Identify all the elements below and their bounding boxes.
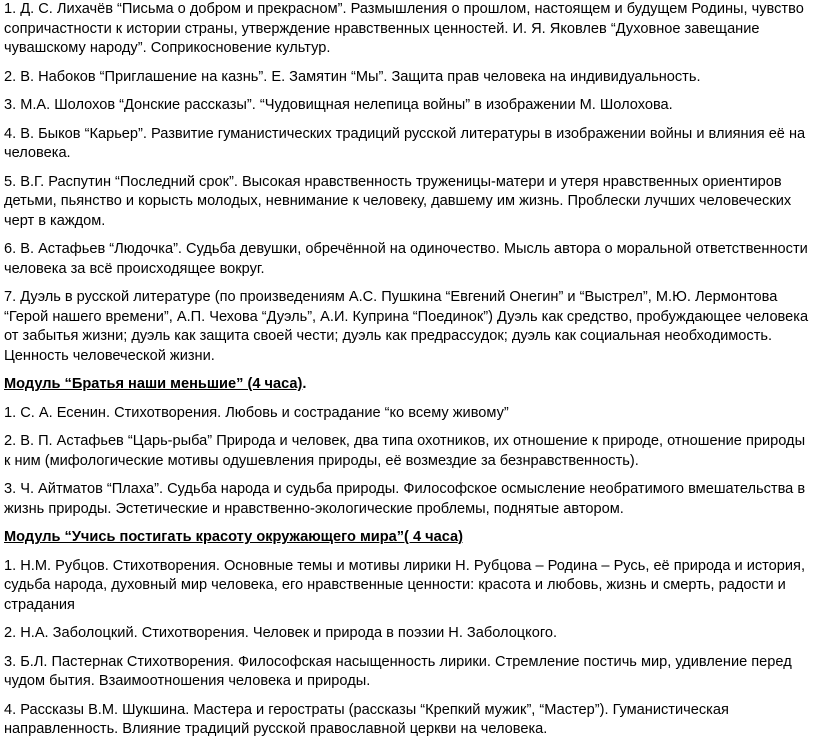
module-heading-text: Модуль “Братья наши меньшие” (4 часа) [4,376,303,392]
module-heading [4,375,812,395]
list-item: 2. Н.А. Заболоцкий. Стихотворения. Человек и природа в поэзии Н. Заболоцкого. [4,625,558,641]
list-item: 4. В. Быков “Карьер”. Развитие гуманистических традиций русской литературы в изображении войны и влияния её на человека. [4,125,806,161]
list-item: 3. М.А. Шолохов “Донские рассказы”. “Чудовищная нелепица войны” в изображении М. Шолохова. [4,97,673,113]
list-item: 2. В. П. Астафьев “Царь-рыба” Природа и человек, два типа охотников, их отношение к природе, отношение природы к ним (мифологические мотивы одушевления природы, её возмездие за безнравственность). [4,433,806,469]
list-item: 7. Дуэль в русской литературе (по произведениям А.С. Пушкина “Евгений Онегин” и “Выстрел”, М.Ю. Лермонтова “Герой нашего времени”, А.П. Чехова “Дуэль”, А.И. Куприна “Поединок”) Дуэль как средство, пробуждающее человека от забытья жизни; дуэль как защита своей чести; дуэль как предрассудок; дуэль как социальная необходимость. Ценность человеческой жизни. [4,289,809,364]
list-item: 3. Ч. Айтматов “Плаха”. Судьба народа и судьба природы. Философское осмысление необратимого вмешательства в жизнь природы. Эстетические и нравственно-экологические проблемы, поднятые автором. [4,481,806,517]
list-item: 3. Б.Л. Пастернак Стихотворения. Философская насыщенность лирики. Стремление постичь мир, удивление перед чудом бытия. Взаимоотношения человека и природы. [4,653,792,689]
list-item: 1. Д. С. Лихачёв “Письма о добром и прекрасном”. Размышления о прошлом, настоящем и будущем Родины, чувство сопричастности к истории страны, утверждение нравственных ценностей. И. Я. Яковлев “Духовное завещание чувашскому народу”. Соприкосновение культур. [4,1,804,56]
module-heading [4,528,812,548]
module-heading-tail: . [302,376,307,392]
list-item: 5. В.Г. Распутин “Последний срок”. Высокая нравственность труженицы-матери и утеря нравственных ориентиров детьми, пьянство и корысть молодых, невнимание к человеку, давшему им жизнь. Проблески лучших человеческих черт в каждом. [4,173,792,229]
list-item: 1. Н.М. Рубцов. Стихотворения. Основные темы и мотивы лирики Н. Рубцова – Родина – Русь, её природа и история, судьба народа, духовный мир человека, его нравственные ценности: красота и любовь, жизнь и смерть, радости и страдания [4,557,806,613]
list-item: 1. С. А. Есенин. Стихотворения. Любовь и сострадание “ко всему живому” [4,404,509,421]
list-item: 2. В. Набоков “Приглашение на казнь”. Е. Замятин “Мы”. Защита прав человека на индивидуальность. [4,68,701,85]
list-item: 6. В. Астафьев “Людочка”. Судьба девушки, обречённой на одиночество. Мысль автора о моральной ответственности человека за всё происходящее вокруг. [4,241,808,277]
list-item: 4. Рассказы В.М. Шукшина. Мастера и геростраты (рассказы “Крепкий мужик”, “Мастер”). Гуманистическая направленность. Влияние традиций русской православной церкви на человека. [4,701,729,737]
module-heading-text: Модуль “Учись постигать красоту окружающего мира”( 4 часа) [4,529,463,545]
